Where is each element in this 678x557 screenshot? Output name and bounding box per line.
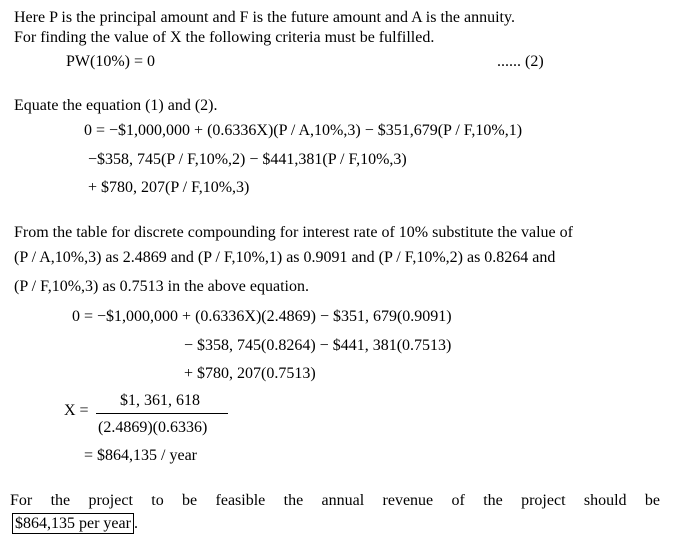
conclusion-period: . (133, 515, 138, 532)
substituted-eq-line-2: − $358, 745(0.8264) − $441, 381(0.7513) (184, 337, 452, 354)
equate-eq-line-1: 0 = −$1,000,000 + (0.6336X)(P / A,10%,3) − $351,679(P / F,10%,1) (84, 122, 523, 139)
criteria-equation: PW(10%) = 0 (66, 53, 156, 70)
equate-heading: Equate the equation (1) and (2). (14, 97, 218, 114)
fraction-numerator: $1, 361, 618 (120, 392, 200, 409)
boxed-answer: $864,135 per year (12, 513, 134, 534)
table-line-2: (P / A,10%,3) as 2.4869 and (P / F,10%,1) as 0.9091 and (P / F,10%,2) as 0.8264 and (14, 249, 556, 266)
conclusion-text: For the project to be feasible the annual revenue of the project should be (10, 492, 660, 509)
fraction-bar (96, 413, 228, 414)
table-line-1: From the table for discrete compounding for interest rate of 10% substitute the value of (14, 224, 573, 241)
substituted-eq-line-3: + $780, 207(0.7513) (184, 365, 316, 382)
table-line-3: (P / F,10%,3) as 0.7513 in the above equation. (14, 278, 309, 295)
substituted-eq-line-1: 0 = −$1,000,000 + (0.6336X)(2.4869) − $351, 679(0.9091) (72, 308, 452, 325)
equate-eq-line-3: + $780, 207(P / F,10%,3) (88, 179, 250, 196)
x-equals: X = (64, 402, 89, 419)
conclusion-answer-line (12, 514, 138, 534)
intro-line-1: Here P is the principal amount and F is the future amount and A is the annuity. (14, 9, 515, 26)
solution-result: = $864,135 / year (84, 447, 197, 464)
fraction-denominator: (2.4869)(0.6336) (98, 419, 208, 436)
equation-tag-2: ...... (2) (497, 53, 544, 70)
intro-line-2: For finding the value of X the following criteria must be fulfilled. (14, 29, 435, 46)
equate-eq-line-2: −$358, 745(P / F,10%,2) − $441,381(P / F,10%,3) (88, 151, 407, 168)
